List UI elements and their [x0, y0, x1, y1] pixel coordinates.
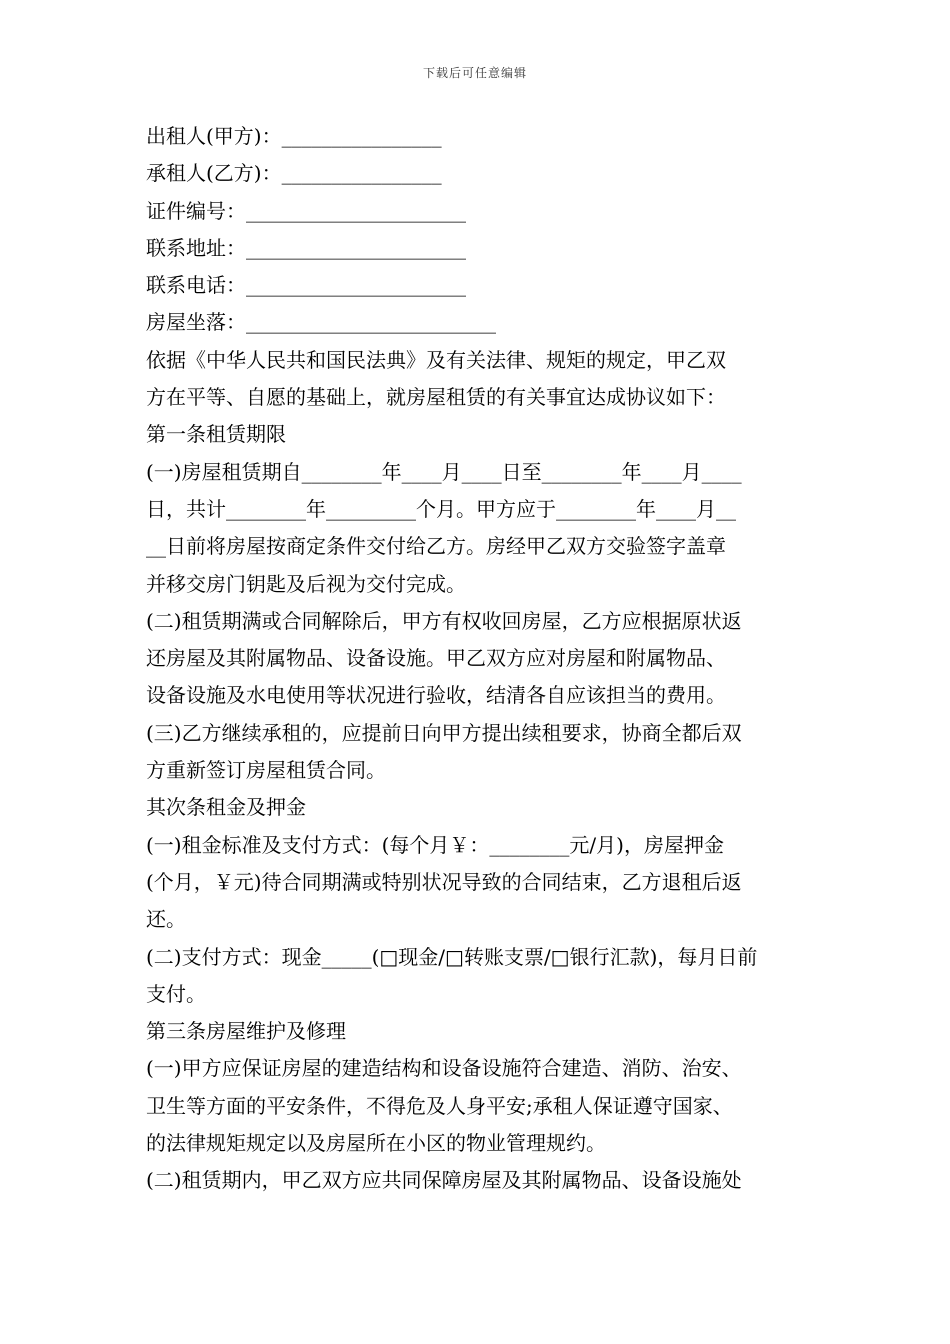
section-heading-maintenance: 第三条房屋维护及修理 — [146, 1019, 346, 1044]
paragraph-line: 支付。 — [146, 981, 206, 1006]
contract-body — [146, 118, 810, 1200]
section-heading-lease-term: 第一条租赁期限 — [146, 422, 286, 447]
paragraph-line: 日，共计________年_________个月。甲方应于________年____月__ — [146, 496, 736, 521]
field-lessor: 出租人(甲方)：________________ — [146, 124, 442, 148]
paragraph-line: (一)甲方应保证房屋的建造结构和设备设施符合建造、消防、治安、 — [146, 1056, 742, 1081]
field-id-number: 证件编号：______________________ — [146, 198, 466, 223]
paragraph-line: (一)房屋租赁期自________年____月____日至________年____月____ — [146, 459, 742, 484]
paragraph-line: 卫生等方面的平安条件，不得危及人身平安;承租人保证遵守国家、 — [146, 1093, 733, 1118]
paragraph-line: (二)租赁期内，甲乙双方应共同保障房屋及其附属物品、设备设施处 — [146, 1168, 742, 1193]
paragraph-line: (三)乙方继续承租的，应提前日向甲方提出续租要求，协商全都后双 — [146, 720, 742, 745]
field-property-location: 房屋坐落：_________________________ — [146, 310, 496, 335]
paragraph-line: (二)租赁期满或合同解除后，甲方有权收回房屋，乙方应根据原状返 — [146, 608, 742, 633]
paragraph-line: (一)租金标准及支付方式：(每个月￥：________元/月)，房屋押金 — [146, 832, 724, 857]
paragraph-line: __日前将房屋按商定条件交付给乙方。房经甲乙双方交验签字盖章 — [146, 534, 726, 559]
paragraph-line: 方重新签订房屋租赁合同。 — [146, 758, 386, 783]
field-lessee: 承租人(乙方)：________________ — [146, 161, 442, 186]
paragraph-line: 设备设施及水电使用等状况进行验收，结清各自应该担当的费用。 — [146, 683, 726, 708]
field-contact-address: 联系地址：______________________ — [146, 235, 466, 260]
paragraph-line: 还房屋及其附属物品、设备设施。甲乙双方应对房屋和附属物品、 — [146, 646, 726, 671]
paragraph-line: 还。 — [146, 907, 186, 932]
field-contact-phone: 联系电话：______________________ — [146, 273, 466, 298]
preamble-line: 依据《中华人民共和国民法典》及有关法律、规矩的规定，甲乙双 — [146, 347, 726, 372]
preamble-line: 方在平等、自愿的基础上，就房屋租赁的有关事宜达成协议如下： — [146, 385, 726, 410]
paragraph-line: (个月，￥元)待合同期满或特别状况导致的合同结束，乙方退租后返 — [146, 869, 742, 894]
paragraph-line: 并移交房门钥匙及后视为交付完成。 — [146, 571, 466, 596]
section-heading-rent-deposit: 其次条租金及押金 — [146, 795, 306, 820]
header-watermark: 下载后可任意编辑 — [422, 66, 527, 80]
paragraph-line: (二)支付方式：现金_____(□现金/□转账支票/□银行汇款)，每月日前 — [146, 944, 758, 969]
paragraph-line: 的法律规矩规定以及房屋所在小区的物业管理规约。 — [146, 1131, 606, 1156]
